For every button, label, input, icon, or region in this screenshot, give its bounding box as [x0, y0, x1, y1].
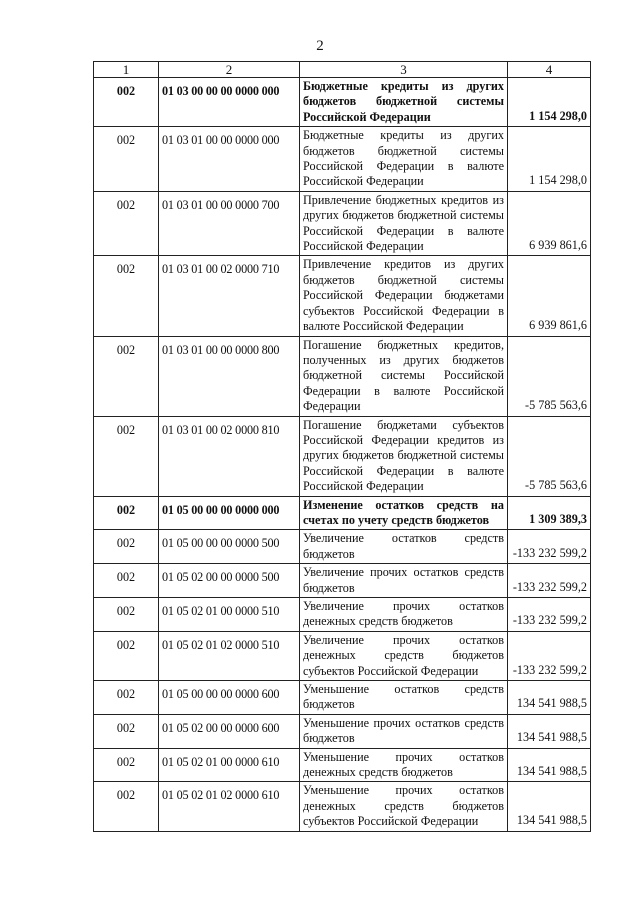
amount-cell: 6 939 861,6: [508, 256, 591, 336]
admin-code-cell: 002: [94, 598, 159, 632]
amount-cell: -133 232 599,2: [508, 564, 591, 598]
table-row: [94, 631, 591, 680]
description-cell: Уменьшение остатков средств бюджетов: [300, 681, 508, 715]
admin-code-cell: 002: [94, 416, 159, 496]
admin-code-cell: 002: [94, 681, 159, 715]
table-row: [94, 782, 591, 831]
admin-code-cell: 002: [94, 191, 159, 256]
budget-code-cell: 01 05 00 00 00 0000 500: [159, 530, 300, 564]
amount-cell: 134 541 988,5: [508, 681, 591, 715]
description-cell: Увеличение прочих остатков денежных средств бюджетов: [300, 598, 508, 632]
amount-cell: 134 541 988,5: [508, 714, 591, 748]
admin-code-cell: 002: [94, 530, 159, 564]
amount-cell: -5 785 563,6: [508, 416, 591, 496]
admin-code-cell: 002: [94, 564, 159, 598]
description-cell: Привлечение кредитов из других бюджетов бюджетной системы Российской Федерации бюджетами субъектов Российской Федерации в валюте Российской Федерации: [300, 256, 508, 336]
budget-code-cell: 01 03 00 00 00 0000 000: [159, 78, 300, 127]
admin-code-cell: 002: [94, 336, 159, 416]
description-cell: Бюджетные кредиты из других бюджетов бюджетной системы Российской Федерации: [300, 78, 508, 127]
table-row: [94, 416, 591, 496]
table-header-row: [94, 62, 591, 78]
description-cell: Погашение бюджетных кредитов, полученных из других бюджетов бюджетной системы Российской Федерации в валюте Российской Федерации: [300, 336, 508, 416]
description-cell: Увеличение остатков средств бюджетов: [300, 530, 508, 564]
budget-code-cell: 01 03 01 00 02 0000 710: [159, 256, 300, 336]
amount-cell: -133 232 599,2: [508, 631, 591, 680]
table-row: [94, 564, 591, 598]
description-cell: Погашение бюджетами субъектов Российской Федерации кредитов из других бюджетов бюджетной системы Российской Федерации в валюте Российской Федерации: [300, 416, 508, 496]
column-header-1: 1: [94, 62, 159, 78]
budget-code-cell: 01 05 00 00 00 0000 000: [159, 496, 300, 530]
budget-code-cell: 01 05 02 01 02 0000 510: [159, 631, 300, 680]
budget-code-cell: 01 03 01 00 00 0000 800: [159, 336, 300, 416]
table-row: [94, 598, 591, 632]
amount-cell: 1 154 298,0: [508, 127, 591, 192]
amount-cell: 1 309 389,3: [508, 496, 591, 530]
table-row: [94, 336, 591, 416]
admin-code-cell: 002: [94, 782, 159, 831]
admin-code-cell: 002: [94, 127, 159, 192]
amount-cell: 134 541 988,5: [508, 748, 591, 782]
budget-code-cell: 01 05 02 01 02 0000 610: [159, 782, 300, 831]
amount-cell: 134 541 988,5: [508, 782, 591, 831]
table-row: [94, 191, 591, 256]
budget-code-cell: 01 03 01 00 00 0000 700: [159, 191, 300, 256]
table-row: [94, 127, 591, 192]
page-number: 2: [316, 38, 324, 54]
description-cell: Увеличение прочих остатков средств бюджетов: [300, 564, 508, 598]
budget-code-cell: 01 05 02 01 00 0000 610: [159, 748, 300, 782]
column-header-3: 3: [300, 62, 508, 78]
admin-code-cell: 002: [94, 256, 159, 336]
column-header-2: 2: [159, 62, 300, 78]
admin-code-cell: 002: [94, 748, 159, 782]
budget-code-cell: 01 05 00 00 00 0000 600: [159, 681, 300, 715]
table-row: [94, 78, 591, 127]
description-cell: Уменьшение прочих остатков денежных средств бюджетов субъектов Российской Федерации: [300, 782, 508, 831]
table-row: [94, 530, 591, 564]
table-body: [94, 78, 591, 832]
budget-code-cell: 01 05 02 00 00 0000 500: [159, 564, 300, 598]
description-cell: Привлечение бюджетных кредитов из других бюджетов бюджетной системы Российской Федерации в валюте Российской Федерации: [300, 191, 508, 256]
admin-code-cell: 002: [94, 631, 159, 680]
budget-code-cell: 01 05 02 00 00 0000 600: [159, 714, 300, 748]
table-row: [94, 256, 591, 336]
table-row: [94, 681, 591, 715]
budget-sources-table: [93, 61, 591, 832]
amount-cell: -133 232 599,2: [508, 598, 591, 632]
admin-code-cell: 002: [94, 714, 159, 748]
budget-code-cell: 01 05 02 01 00 0000 510: [159, 598, 300, 632]
column-header-4: 4: [508, 62, 591, 78]
amount-cell: -5 785 563,6: [508, 336, 591, 416]
admin-code-cell: 002: [94, 78, 159, 127]
budget-code-cell: 01 03 01 00 02 0000 810: [159, 416, 300, 496]
amount-cell: 1 154 298,0: [508, 78, 591, 127]
table-row: [94, 496, 591, 530]
description-cell: Уменьшение прочих остатков средств бюджетов: [300, 714, 508, 748]
description-cell: Уменьшение прочих остатков денежных средств бюджетов: [300, 748, 508, 782]
description-cell: Бюджетные кредиты из других бюджетов бюджетной системы Российской Федерации в валюте Российской Федерации: [300, 127, 508, 192]
description-cell: Увеличение прочих остатков денежных средств бюджетов субъектов Российской Федерации: [300, 631, 508, 680]
amount-cell: -133 232 599,2: [508, 530, 591, 564]
table-row: [94, 748, 591, 782]
description-cell: Изменение остатков средств на счетах по учету средств бюджетов: [300, 496, 508, 530]
amount-cell: 6 939 861,6: [508, 191, 591, 256]
table-row: [94, 714, 591, 748]
admin-code-cell: 002: [94, 496, 159, 530]
budget-code-cell: 01 03 01 00 00 0000 000: [159, 127, 300, 192]
